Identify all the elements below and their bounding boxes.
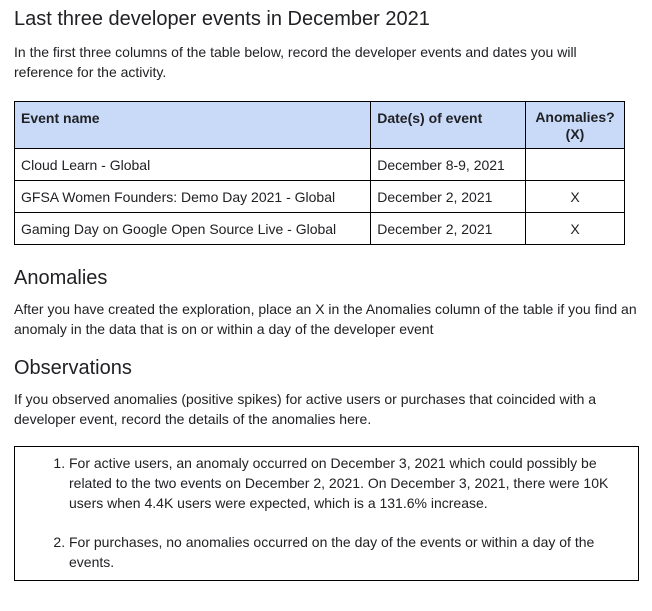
observations-text: If you observed anomalies (positive spikes) for active users or purchases that coincided with a developer event, record the details of the anomalies here. [14, 391, 597, 427]
anomaly-cell: X [526, 213, 625, 245]
header-event-name: Event name [15, 102, 371, 149]
anomalies-text: After you have created the exploration, place an X in the Anomalies column of the table if you find an anomaly in the data that is on or within a day of the developer event [14, 301, 637, 337]
events-table [14, 101, 625, 245]
observations-list [15, 453, 624, 572]
observations-box [14, 446, 639, 581]
table-header-row [15, 102, 625, 149]
anomalies-heading: Anomalies [14, 267, 108, 289]
event-date-cell: December 2, 2021 [371, 181, 526, 213]
header-anomalies: Anomalies? (X) [526, 102, 625, 149]
table-row [15, 149, 625, 181]
intro-text: In the first three columns of the table below, record the developer events and dates you will reference for the activity. [14, 44, 577, 80]
anomaly-cell [526, 149, 625, 181]
anomaly-cell: X [526, 181, 625, 213]
event-date-cell: December 8-9, 2021 [371, 149, 526, 181]
list-item: 2. For purchases, no anomalies occurred on the day of the events or within a day of the events. [69, 532, 624, 572]
table-row [15, 181, 625, 213]
table-row [15, 213, 625, 245]
list-item: 1. For active users, an anomaly occurred on December 3, 2021 which could possibly be related to the two events on December 2, 2021. On December 3, 2021, there were 10K users when 4.4K users were expected, which is a 131.6% increase. [69, 453, 624, 513]
page-title: Last three developer events in December 2021 [14, 8, 430, 30]
header-dates: Date(s) of event [371, 102, 526, 149]
event-name-cell: Cloud Learn - Global [15, 149, 371, 181]
observations-heading: Observations [14, 357, 132, 379]
event-name-cell: Gaming Day on Google Open Source Live - Global [15, 213, 371, 245]
event-name-cell: GFSA Women Founders: Demo Day 2021 - Global [15, 181, 371, 213]
event-date-cell: December 2, 2021 [371, 213, 526, 245]
